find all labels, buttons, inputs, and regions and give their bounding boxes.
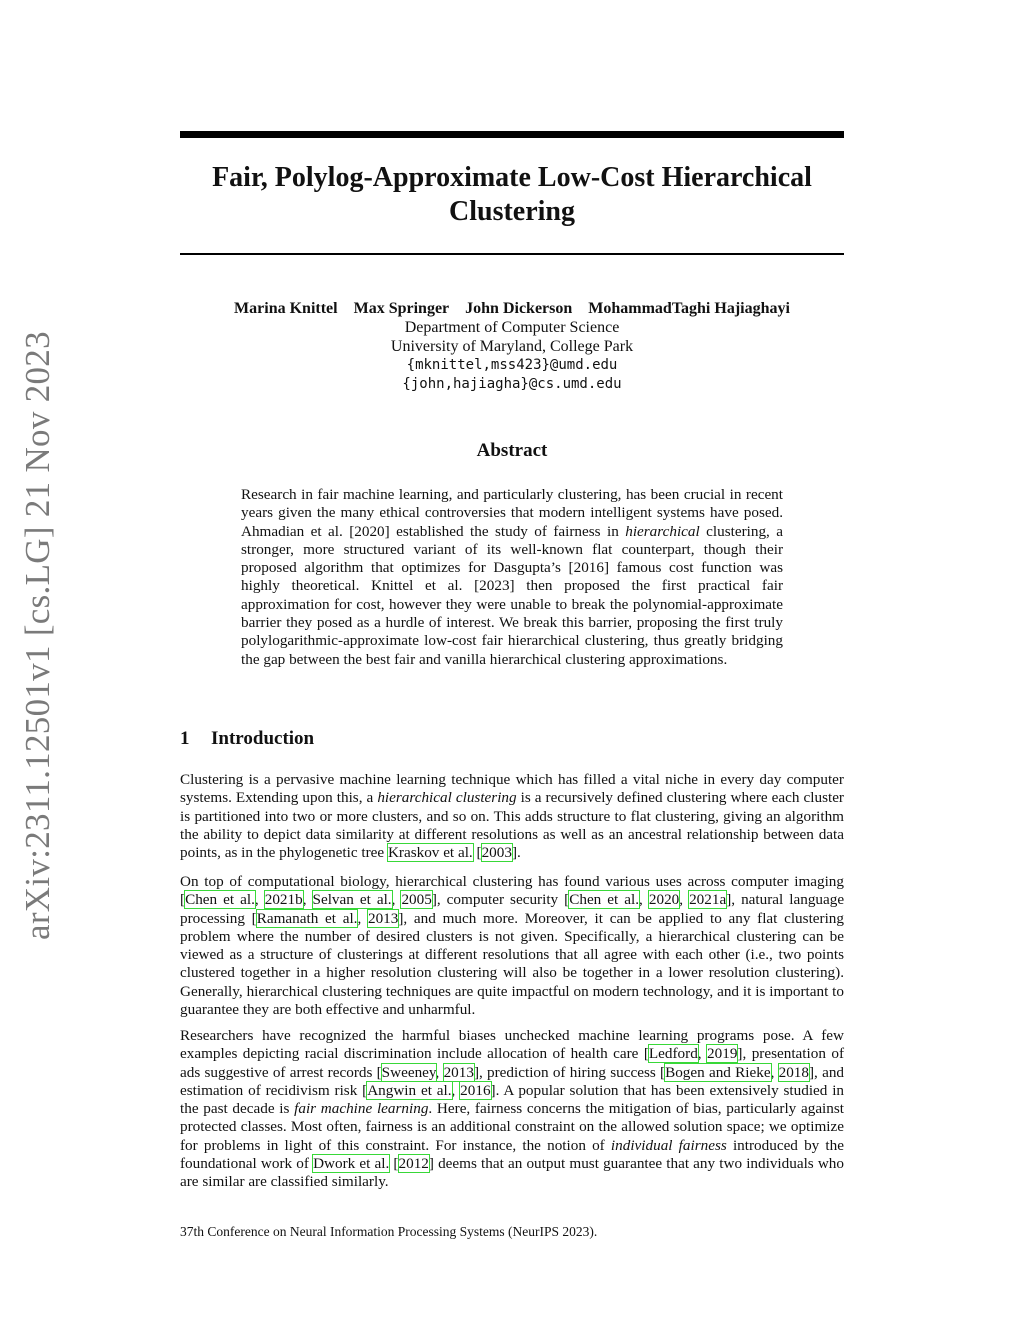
text-run: introduced by the foundational work of — [180, 1136, 844, 1173]
citation-link[interactable]: 2018 — [778, 1063, 809, 1081]
citation-link[interactable]: 2021a — [689, 891, 727, 909]
citation-link[interactable]: Bogen and Rieke — [665, 1063, 771, 1081]
title-line-2: Clustering — [449, 196, 575, 227]
text-run: , — [435, 1063, 444, 1081]
abstract-text — [241, 486, 783, 669]
author-name: Max Springer — [353, 300, 450, 317]
text-run: ], and much more. Moreover, it can be applied to any flat clustering problem where the number of desired clusters is not given. Specifically, a hierarchical clustering can be viewed as a structure of clusterings at different resolutions that all agree with each other (i.e., two points clustered together in a higher resolution clustering will also be together in a lower resolution clustering). Generally, hierarchical clustering techniques are quite impactful on modern technology, and it is important to guarantee they are both effective and unharmful. — [180, 909, 844, 1019]
citation-link[interactable]: Chen et al. — [185, 891, 255, 909]
text-run: , — [770, 1063, 779, 1081]
text-run: [ — [472, 844, 482, 862]
citation-link[interactable]: 2012 — [398, 1155, 429, 1173]
text-run: ], computer security [ — [431, 891, 570, 909]
department: Department of Computer Science — [404, 319, 620, 336]
title-bottom-rule — [180, 253, 844, 255]
author-names — [180, 299, 844, 318]
text-run: , — [391, 891, 402, 909]
citation-link[interactable]: Selvan et al. — [312, 891, 392, 909]
title-line-1: Fair, Polylog-Approximate Low-Cost Hierarchical — [212, 162, 812, 193]
section-heading-introduction — [180, 728, 314, 750]
text-run: Researchers have recognized the harmful biases unchecked machine learning programs pose. A few examples depicting racial discrimination include allocation of health care [ — [180, 1027, 844, 1063]
citation-link[interactable]: 2020 — [648, 891, 680, 909]
citation-link[interactable]: Sweeney — [381, 1063, 436, 1081]
citation-link[interactable]: 2016 — [460, 1081, 491, 1099]
text-run: , — [451, 1081, 461, 1099]
abstract-text-run: clustering, a stronger, more structured variant of its well-known flat counterpart, though their proposed algorithm that optimizes for Dasgupta’s [2016] famous cost function was highly theoretical. Knittel et al. [2023] then proposed the first practical fair approximation for cost, however they were unable to break the polynomial-approximate barrier they posed as a hurdle of interest. We break this barrier, proposing the first truly polylogarithmic-approximate low-cost fair hierarchical clustering, thus greatly bridging the gap between the best fair and vanilla hierarchical clustering approximations. — [241, 522, 783, 668]
citation-link[interactable]: Dwork et al. — [313, 1155, 390, 1173]
author-name: MohammadTaghi Hajiaghayi — [588, 300, 790, 317]
abstract-text-run: Research in fair machine learning, and particularly clustering, has been crucial in recent years given the many ethical controversies that modern intelligent systems have posed. Ahmadian et al. [2020] established the study of fairness in — [241, 486, 783, 540]
text-run: is a recursively defined clustering where each cluster is partitioned into two or more clusters, and so on. This adds structure to flat clustering, giving an algorithm the ability to depict data similarity at different resolutions as well as an ancestral relationship between data points, as in the phylogenetic tree — [180, 789, 844, 862]
text-run: , — [357, 909, 368, 927]
title-top-rule — [180, 131, 844, 138]
text-run: ], presentation of ads suggestive of arrest records [ — [180, 1045, 844, 1081]
citation-link[interactable]: Ledford — [648, 1045, 698, 1063]
text-run: ] deems that an output must guarantee that any two individuals who are similar are classified similarly. — [180, 1155, 844, 1191]
text-run: ]. — [511, 844, 521, 862]
citation-link[interactable]: 2013 — [443, 1063, 474, 1081]
abstract-heading: Abstract — [476, 440, 548, 461]
citation-link[interactable]: Kraskov et al. — [387, 844, 473, 862]
text-run: ], natural language processing [ — [180, 891, 845, 927]
citation-link[interactable]: Angwin et al. — [367, 1081, 452, 1099]
author-block — [180, 299, 844, 394]
text-run: ], prediction of hiring success [ — [473, 1063, 666, 1081]
paper-title — [180, 161, 844, 229]
section-number: 1 — [180, 728, 190, 749]
email-line-2: {john,hajiagha}@cs.umd.edu — [402, 376, 622, 392]
text-run: , — [679, 891, 690, 909]
citation-link[interactable]: Chen et al. — [569, 891, 640, 909]
emphasis: fair machine learning — [294, 1100, 429, 1118]
text-run: . Here, fairness concerns the mitigation of bias, particularly against protected classes. Most often, fairness is an additional constraint on the allowed solution space; we optimize for problems in light of this constraint. For instance, the notion of — [180, 1100, 844, 1154]
text-run: Clustering is a pervasive machine learning technique which has filled a vital niche in every day computer systems. Extending upon this, a — [180, 771, 844, 807]
emphasis: hierarchical clustering — [377, 789, 517, 807]
citation-link[interactable]: 2021b — [264, 891, 303, 909]
citation-link[interactable]: 2013 — [367, 909, 399, 927]
email-line-1: {mknittel,mss423}@umd.edu — [406, 357, 618, 373]
section-title: Introduction — [211, 728, 315, 749]
author-name: Marina Knittel — [234, 300, 338, 317]
conference-footnote: 37th Conference on Neural Information Processing Systems (NeurIPS 2023). — [180, 1224, 598, 1239]
citation-link[interactable]: 2003 — [481, 844, 512, 862]
citation-link[interactable]: 2019 — [707, 1045, 738, 1063]
abstract-emphasis: hierarchical — [625, 522, 700, 540]
arxiv-identifier[interactable]: arXiv:2311.12501v1 [cs.LG] 21 Nov 2023 — [18, 331, 57, 940]
text-run: , — [697, 1045, 708, 1063]
intro-paragraph-2 — [180, 873, 844, 1019]
emphasis: individual fairness — [610, 1136, 727, 1154]
author-name: John Dickerson — [465, 300, 573, 317]
text-run: , — [302, 891, 313, 909]
text-run: On top of computational biology, hierarchical clustering has found various uses across computer imaging [ — [180, 873, 844, 909]
text-run: ], and estimation of recidivism risk [ — [180, 1063, 845, 1099]
intro-paragraph-3 — [180, 1027, 844, 1192]
text-run: , — [639, 891, 649, 909]
text-run: [ — [389, 1155, 399, 1173]
text-run: , — [254, 891, 265, 909]
citation-link[interactable]: 2005 — [401, 891, 432, 909]
citation-link[interactable]: Ramanath et al. — [256, 909, 358, 927]
university: University of Maryland, College Park — [390, 338, 634, 355]
intro-paragraph-1 — [180, 771, 844, 862]
text-run: ]. A popular solution that has been extensively studied in the past decade is — [180, 1081, 845, 1118]
